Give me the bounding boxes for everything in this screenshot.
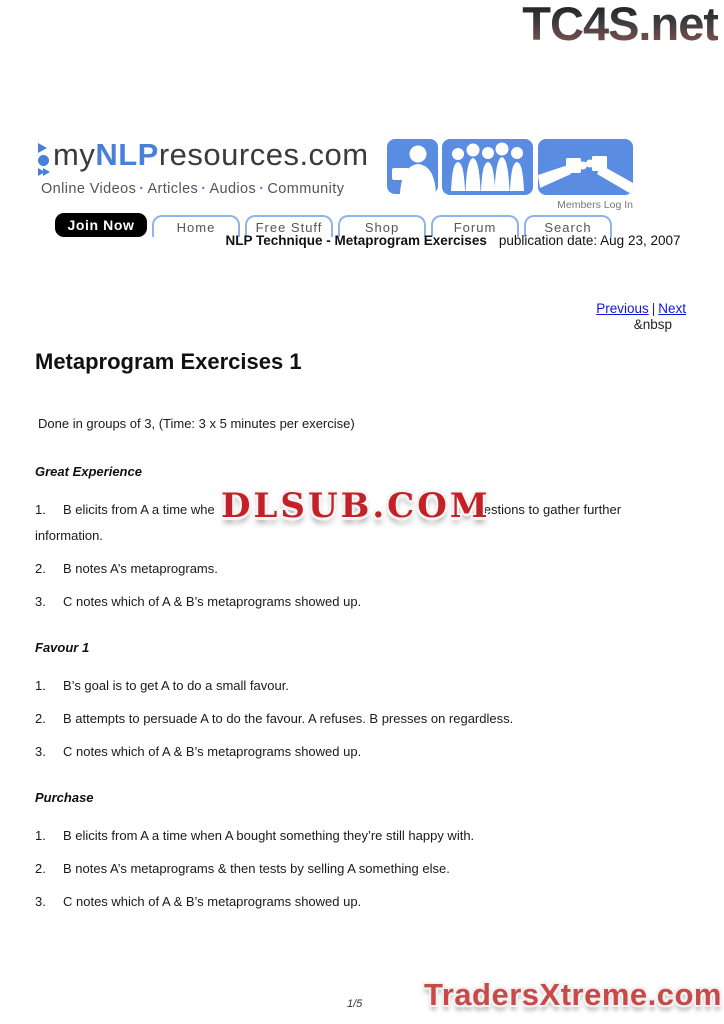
item-text: C notes which of A & B’s metaprograms showed up. [63,594,362,609]
triangle-icon [38,143,47,153]
article-title: Metaprogram Exercises 1 [35,349,302,374]
list-item [35,823,680,849]
logo-prefix: my [53,137,96,172]
tab-free-stuff[interactable]: Free Stuff [245,215,333,237]
item-number: 2. [35,561,46,576]
publication-date: publication date: Aug 23, 2007 [498,233,681,248]
dlsub-watermark: DLSUB.COM [221,486,491,526]
pager-links [596,301,686,317]
item-text: C notes which of A & B’s metaprograms showed up. [63,744,362,759]
header-image-puzzle [538,139,633,195]
tab-shop[interactable]: Shop [338,215,426,237]
dot-icon [38,155,49,166]
list-item [35,589,680,615]
item-number: 1. [35,678,46,693]
item-text: B’s goal is to get A to do a small favour. [63,678,289,693]
item-text: B notes A’s metaprograms. [63,561,218,576]
tagline-item: Online Videos [41,181,137,197]
section-heading: Favour 1 [35,640,90,655]
tagline-separator: · [201,181,207,197]
tagline-item: Community [267,181,345,197]
join-now-button[interactable]: Join Now [55,213,147,237]
tradersxtreme-watermark: TradersXtreme.com [424,977,722,1012]
pager [596,301,686,333]
logo-suffix: resources.com [158,137,369,172]
site-tagline [41,181,344,197]
item-text-before: B elicits from A a time whe [63,502,215,517]
fast-forward-icon [38,168,48,176]
document-title: NLP Technique - Metaprogram Exercises [225,233,487,248]
section-favour-1 [35,640,680,765]
pager-separator: | [651,301,656,316]
list-item [35,889,680,915]
tc4s-watermark: TC4S.net [522,0,718,51]
logo-highlight: NLP [95,137,159,172]
previous-link[interactable]: Previous [596,301,649,316]
logo-text [53,138,369,172]
item-number: 1. [35,502,46,517]
item-number: 1. [35,828,46,843]
item-number: 2. [35,711,46,726]
item-number: 3. [35,744,46,759]
tagline-separator: · [139,181,145,197]
list-item [35,673,680,699]
item-text: B notes A’s metaprograms & then tests by selling A something else. [63,861,450,876]
brand-play-icon [38,143,49,176]
list-item [35,739,680,765]
stray-nbsp-text: &nbsp [633,317,672,332]
header-image-photographer [387,139,438,194]
item-text: C notes which of A & B’s metaprograms showed up. [63,894,362,909]
section-heading: Purchase [35,790,94,805]
section-heading: Great Experience [35,464,142,479]
list-item [35,706,680,732]
list-item [35,556,680,582]
tab-forum[interactable]: Forum [431,215,519,237]
tagline-item: Audios [209,181,257,197]
item-number: 3. [35,594,46,609]
photographer-icon [387,139,438,194]
tab-home[interactable]: Home [152,215,240,237]
members-login-link[interactable]: Members Log In [557,199,633,211]
article-body [35,349,680,915]
people-group-icon [442,139,533,195]
header-image-community [442,139,533,195]
item-number: 2. [35,861,46,876]
tagline-item: Articles [147,181,199,197]
item-number: 3. [35,894,46,909]
next-link[interactable]: Next [658,301,686,316]
list-item [35,856,680,882]
tagline-separator: · [259,181,265,197]
item-text-after: estions to gather further information. [35,502,622,543]
article-intro: Done in groups of 3, (Time: 3 x 5 minutes per exercise) [38,416,355,431]
section-purchase [35,790,680,915]
page-number: 1/5 [347,998,363,1010]
site-logo [38,138,369,176]
document-title-line [0,233,724,248]
item-text: B attempts to persuade A to do the favour. A refuses. B presses on regardless. [63,711,514,726]
tab-search[interactable]: Search [524,215,612,237]
item-text: B elicits from A a time when A bought something they’re still happy with. [63,828,475,843]
puzzle-hands-icon [538,139,633,195]
